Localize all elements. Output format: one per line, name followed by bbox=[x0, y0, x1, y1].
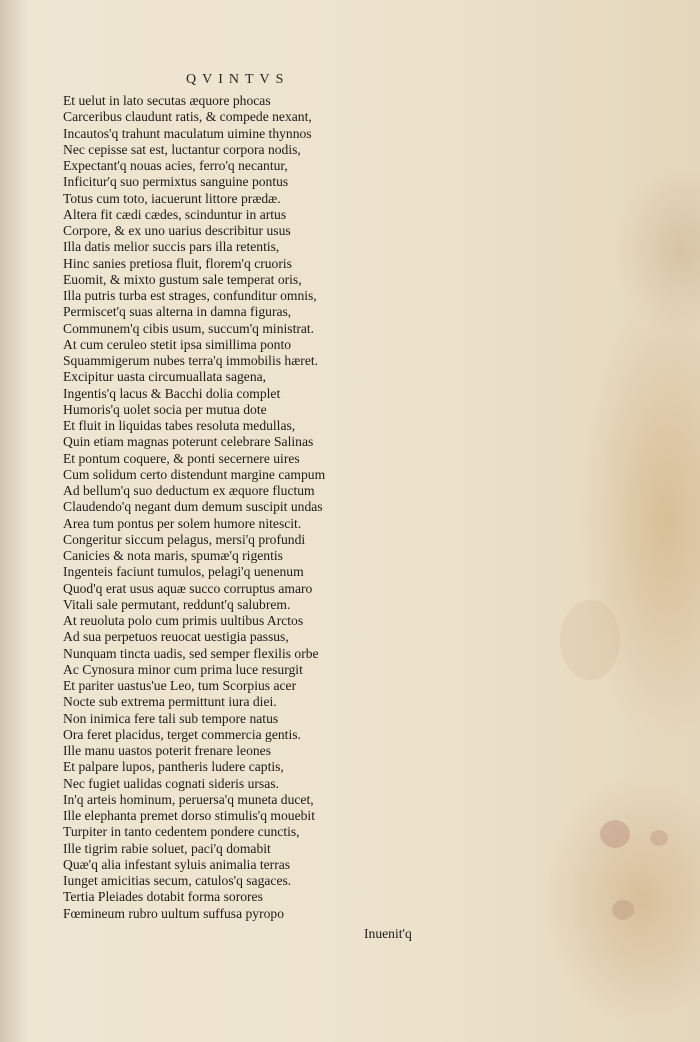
verse-line: Ad sua perpetuos reuocat uestigia passus, bbox=[63, 629, 289, 645]
verse-line: Nec fugiet ualidas cognati sideris ursas. bbox=[63, 775, 279, 791]
verse-line: Canicies & nota maris, spumæ'q rigentis bbox=[63, 548, 283, 563]
foxing-spot bbox=[612, 900, 634, 920]
verse-line: Et uelut in lato secutas æquore phocas bbox=[63, 93, 271, 108]
verse-line: Permiscet'q suas alterna in damna figuras, bbox=[63, 304, 292, 320]
verse-line: Ad bellum'q suo deductum ex æquore fluctum bbox=[63, 483, 315, 498]
verse-line: Illa putris turba est strages, confunditur omnis, bbox=[63, 288, 317, 303]
verse-line: Illa datis melior succis pars illa retentis, bbox=[63, 239, 280, 255]
verse-line: Cum solidum certo distendunt margine campum bbox=[63, 466, 326, 482]
verse-line: Totus cum toto, iacuerunt littore prædæ. bbox=[63, 190, 281, 206]
verse-line: Et pariter uastus'ue Leo, tum Scorpius acer bbox=[63, 678, 297, 693]
verse-line: Hinc sanies pretiosa fluit, florem'q cruoris bbox=[63, 255, 292, 271]
verse-line: Area tum pontus per solem humore nitescit. bbox=[63, 515, 302, 531]
verse-line: Et fluit in liquidas tabes resoluta medullas, bbox=[63, 418, 296, 433]
verse-line: Excipitur uasta circumuallata sagena, bbox=[63, 369, 267, 385]
verse-line: At reuoluta polo cum primis uultibus Arctos bbox=[63, 613, 304, 628]
foxing-spot bbox=[650, 830, 668, 846]
verse-line: Incautos'q trahunt maculatum uimine thynnos bbox=[63, 125, 312, 141]
water-stain bbox=[560, 600, 620, 680]
binding-gutter-shadow bbox=[0, 0, 28, 1042]
verse-line: Iunget amicitias secum, catulos'q sagaces. bbox=[63, 873, 292, 888]
verse-line: Corpore, & ex uno uarius describitur usus bbox=[63, 223, 291, 238]
verse-line: Quin etiam magnas poterunt celebrare Salinas bbox=[63, 434, 314, 450]
verse-line: Ac Cynosura minor cum prima luce resurgit bbox=[63, 661, 303, 677]
verse-line: Ille elephanta premet dorso stimulis'q mouebit bbox=[63, 808, 315, 823]
catchword: Inuenit'q bbox=[364, 926, 412, 941]
verse-line: Altera fit cædi cædes, scinduntur in artus bbox=[63, 206, 287, 222]
verse-line: Ille tigrim rabie soluet, paci'q domabit bbox=[63, 840, 271, 856]
verse-line: Turpiter in tanto cedentem pondere cunctis, bbox=[63, 824, 300, 840]
verse-line: Ingentis'q lacus & Bacchi dolia complet bbox=[63, 385, 281, 401]
verse-line: Nec cepisse sat est, luctantur corpora nodis, bbox=[63, 141, 301, 157]
verse-line: Tertia Pleiades dotabit forma sorores bbox=[63, 889, 263, 905]
verse-line: At cum ceruleo stetit ipsa simillima ponto bbox=[63, 336, 292, 352]
running-header: QVINTVS bbox=[186, 72, 290, 87]
verse-line: Inficitur'q suo permixtus sanguine pontus bbox=[63, 174, 289, 190]
verse-line: Nocte sub extrema permittunt iura diei. bbox=[63, 694, 277, 710]
verse-line: Quod'q erat usus aquæ succo corruptus amaro bbox=[63, 580, 313, 596]
verse-line: Quæ'q alia infestant syluis animalia terras bbox=[63, 856, 291, 872]
verse-line: Fœmineum rubro uultum suffusa pyropo bbox=[63, 905, 285, 921]
verse-line: Ille manu uastos poterit frenare leones bbox=[63, 743, 271, 758]
verse-line: Et palpare lupos, pantheris ludere captis, bbox=[63, 759, 284, 775]
verse-line: Carceribus claudunt ratis, & compede nexant, bbox=[63, 109, 312, 125]
verse-line: Non inimica fere tali sub tempore natus bbox=[63, 710, 279, 726]
foxing-spot bbox=[600, 820, 630, 848]
verse-line: Expectant'q nouas acies, ferro'q necantur, bbox=[63, 158, 288, 173]
verse-line: Humoris'q uolet socia per mutua dote bbox=[63, 401, 267, 417]
verse-line: Congeritur siccum pelagus, mersi'q profundi bbox=[63, 531, 306, 547]
verse-line: In'q arteis hominum, peruersa'q muneta ducet, bbox=[63, 791, 314, 807]
verse-line: Claudendo'q negant dum demum suscipit undas bbox=[63, 499, 323, 515]
verse-line: Ora feret placidus, terget commercia gentis. bbox=[63, 726, 301, 742]
verse-line: Ingenteis faciunt tumulos, pelagi'q uenenum bbox=[63, 564, 304, 580]
verse-line: Euomit, & mixto gustum sale temperat oris, bbox=[63, 271, 302, 287]
verse-line: Vitali sale permutant, reddunt'q salubrem. bbox=[63, 596, 291, 612]
verse-text-block bbox=[63, 93, 325, 922]
verse-line: Squammigerum nubes terra'q immobilis hæret. bbox=[63, 353, 319, 368]
verse-line: Communem'q cibis usum, succum'q ministrat. bbox=[63, 320, 315, 336]
verse-line: Nunquam tincta uadis, sed semper flexilis orbe bbox=[63, 645, 319, 661]
verse-line: Et pontum coquere, & ponti secernere uires bbox=[63, 450, 300, 466]
